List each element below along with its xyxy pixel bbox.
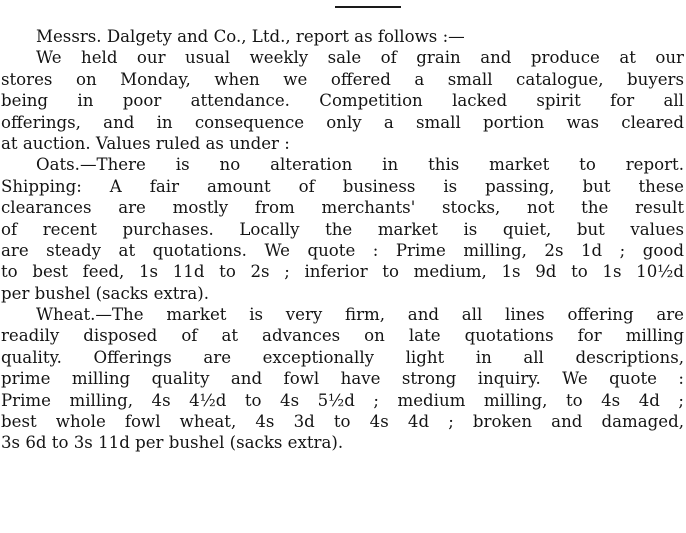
text-line: best whole fowl wheat, 4s 3d to 4s 4d ; broken and damaged, (1, 412, 684, 432)
top-rule (335, 6, 401, 8)
article-heading: Messrs. Dalgety and Co., Ltd., report as follows :— (36, 27, 465, 46)
text-line: offerings, and in consequence only a small portion was cleared (1, 112, 684, 132)
market-report-article (0, 26, 686, 454)
text-line: per bushel (sacks extra). (1, 283, 210, 303)
text-line: being in poor attendance. Competition lacked spirit for all (1, 91, 684, 111)
text-line: are steady at quotations. We quote : Prime milling, 2s 1d ; good (1, 240, 684, 260)
text-line: Shipping: A fair amount of business is passing, but these (1, 176, 684, 196)
text-line: Prime milling, 4s 4½d to 4s 5½d ; medium milling, to 4s 4d ; (1, 390, 684, 410)
text-line: prime milling quality and fowl have strong inquiry. We quote : (1, 369, 684, 389)
text-line: We held our usual weekly sale of grain and produce at our (36, 48, 684, 68)
wheat-paragraph-start: Wheat.—The market is very firm, and all lines offering are (36, 305, 684, 325)
text-line: to best feed, 1s 11d to 2s ; inferior to medium, 1s 9d to 1s 10½d (1, 262, 684, 282)
text-line: clearances are mostly from merchants' stocks, not the result (1, 198, 684, 218)
text-line: of recent purchases. Locally the market is quiet, but values (1, 219, 684, 239)
text-line: quality. Offerings are exceptionally light in all descriptions, (1, 347, 684, 367)
text-line: 3s 6d to 3s 11d per bushel (sacks extra). (1, 433, 344, 453)
text-line: stores on Monday, when we offered a small catalogue, buyers (1, 69, 684, 89)
text-line: readily disposed of at advances on late quotations for milling (1, 326, 684, 346)
oats-paragraph-start: Oats.—There is no alteration in this market to report. (36, 155, 684, 175)
text-line: at auction. Values ruled as under : (1, 133, 290, 153)
